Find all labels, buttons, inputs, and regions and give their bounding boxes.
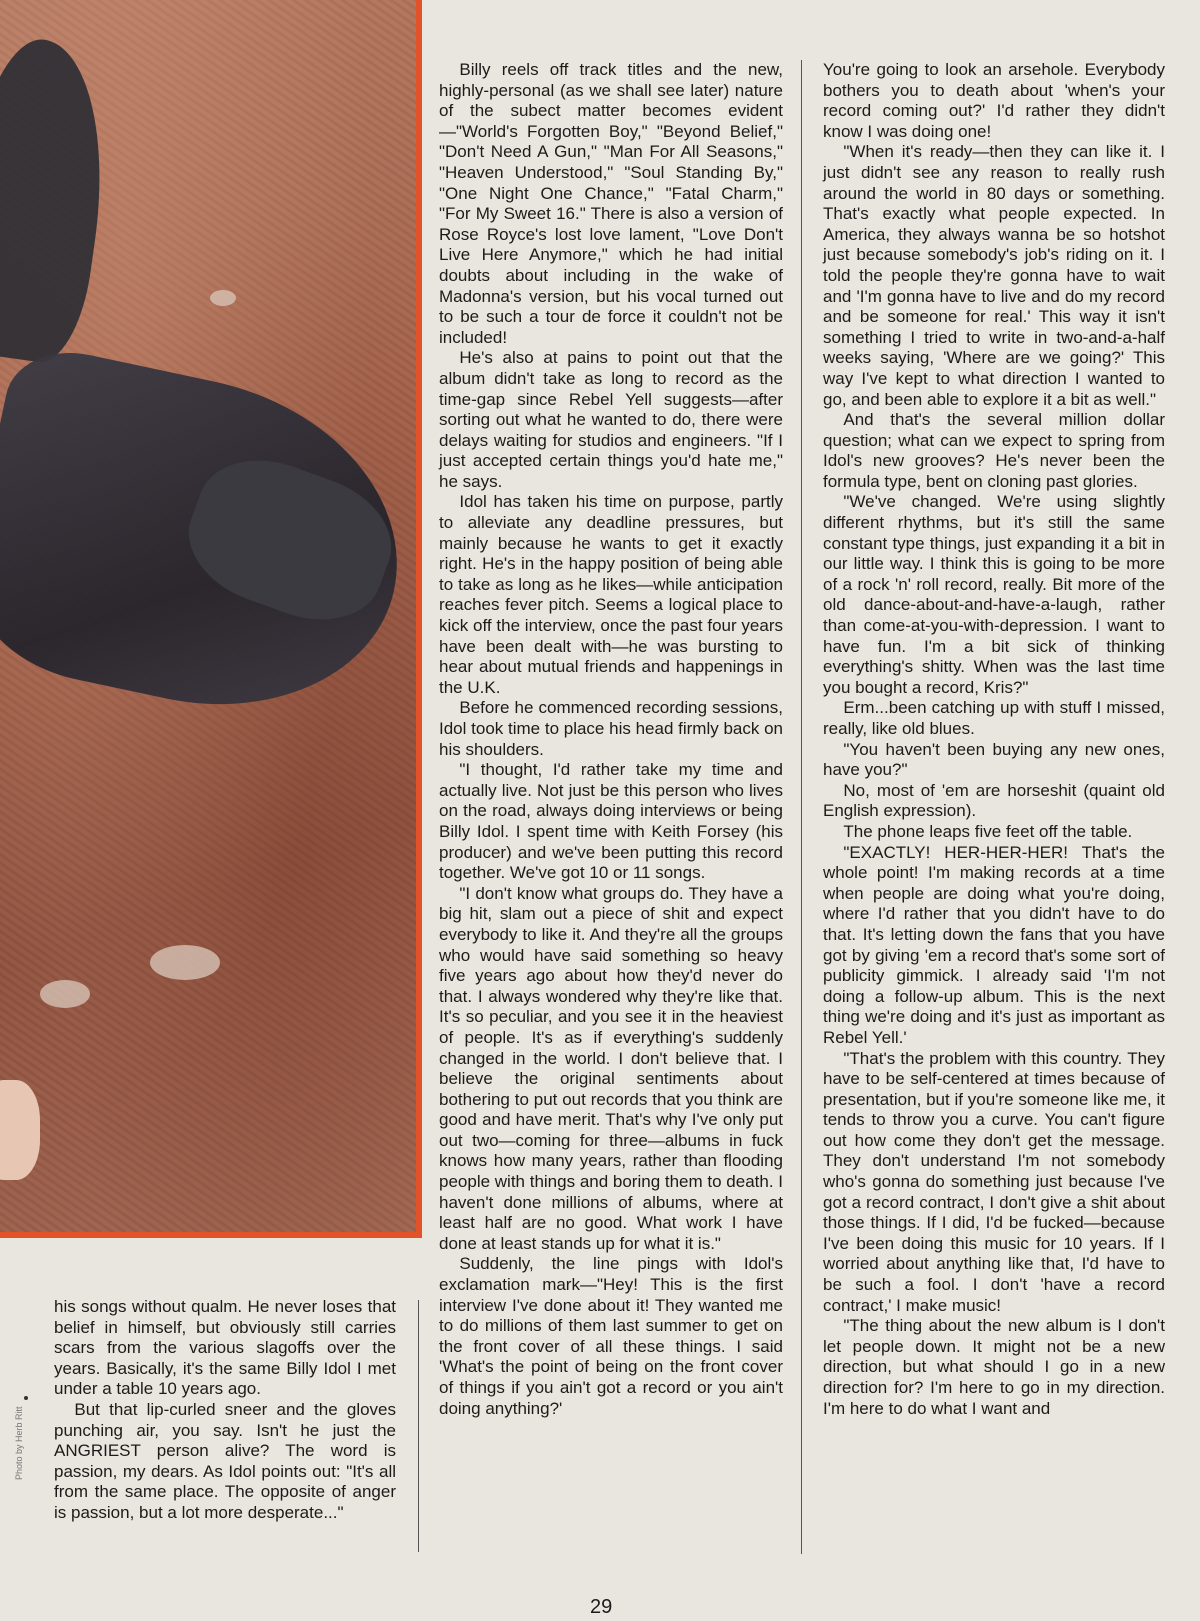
column-2 xyxy=(439,60,783,1419)
paragraph: And that's the several million dollar question; what can we expect to spring from Idol's new grooves? He's never been the formula type, bent on cloning past glories. xyxy=(823,410,1165,491)
paragraph: But that lip-curled sneer and the gloves punching air, you say. Isn't he just the ANGRIEST person alive? The word is passion, my dears. As Idol points out: "It's all from the same place. The opposite of anger is passion, but a lot more desperate..." xyxy=(54,1399,396,1522)
column-divider xyxy=(418,1300,419,1552)
column-1 xyxy=(54,1297,396,1524)
paragraph: Billy reels off track titles and the new, highly-personal (as we shall see later) nature of the subect matter becomes evident—"World's Forgotten Boy," "Beyond Belief," "Don't Need A Gun," "Man For All Seasons," "Heaven Understood," "Soul Standing By," "One Night One Chance," "Fatal Charm," "For My Sweet 16." There is also a version of Rose Royce's lost love lament, "Love Don't Live Here Anymore," which he had initial doubts about including in the wake of Madonna's version, but his vocal turned out to be such a tour de force it couldn't not be included! xyxy=(439,60,783,347)
column-divider xyxy=(801,60,802,1554)
paragraph: "I thought, I'd rather take my time and actually live. Not just be this person who lives on the road, always doing interviews or being Billy Idol. I spent time with Keith Forsey (his producer) and we've been putting this record together. We've got 10 or 11 songs. xyxy=(439,760,783,883)
photo-credit: Photo by Herb Ritt xyxy=(14,1406,24,1480)
paragraph: "The thing about the new album is I don't let people down. It might not be a new direction, but what should I go in a new direction for? I'm here to go in my direction. I'm here to do what I want and xyxy=(823,1316,1165,1418)
paragraph: Before he commenced recording sessions, Idol took time to place his head firmly back on his shoulders. xyxy=(439,698,783,759)
hand-shape xyxy=(0,1080,40,1180)
cover-photo xyxy=(0,0,422,1238)
paragraph: his songs without qualm. He never loses that belief in himself, but obviously still carries scars from the various slagoffs over the years. Basically, it's the same Billy Idol I met under a table 10 years ago. xyxy=(54,1297,396,1399)
paragraph: No, most of 'em are horseshit (quaint old English expression). xyxy=(823,780,1165,821)
stone-shape xyxy=(150,945,220,980)
paragraph: "When it's ready—then they can like it. I just didn't see any reason to really rush around the world in 80 days or something. That's exactly what people expected. In America, they always wanna be so hotshot just because somebody's job's riding on it. I told the people they're gonna have to wait and 'I'm gonna have to live and do my record and be someone for real.' This way it isn't something I tried to write in two-and-a-half weeks saying, 'Where are we going?' This way I've kept to what direction I wanted to go, and been able to explore it a bit as well." xyxy=(823,142,1165,409)
stone-shape xyxy=(210,290,236,306)
page-number: 29 xyxy=(590,1596,613,1618)
paragraph: "You haven't been buying any new ones, have you?" xyxy=(823,739,1165,780)
paragraph: The phone leaps five feet off the table. xyxy=(843,821,1133,841)
boot-shape xyxy=(0,33,122,368)
stone-shape xyxy=(40,980,90,1008)
paragraph: Suddenly, the line pings with Idol's exclamation mark—"Hey! This is the first interview I've done about it! They wanted me to do millions of them last summer to get on the front cover of all these things. I said 'What's the point of being on the front cover of things if you ain't got a record or you ain't doing anything?' xyxy=(439,1254,783,1418)
column-3 xyxy=(823,60,1165,1419)
bullet-mark xyxy=(24,1396,28,1400)
paragraph: You're going to look an arsehole. Everybody bothers you to death about 'when's your record coming out?' I'd rather they didn't know I was doing one! xyxy=(823,60,1165,141)
paragraph: He's also at pains to point out that the album didn't take as long to record as the time-gap since Rebel Yell suggests—after sorting out what he wanted to do, there were delays waiting for studios and engineers. "If I just accepted certain things you'd hate me," he says. xyxy=(439,348,783,491)
paragraph: "I don't know what groups do. They have a big hit, slam out a piece of shit and expect everybody to like it. And they're all the groups who would have said something so heavy five years ago about how they'd never do that. I always wondered why they're like that. It's so peculiar, and you see it in the heaviest of people. It's as if everything's suddenly changed in the world. I don't believe that. I believe the original sentiments about bothering to put out records that you think are good and have merit. That's why I've only put out two—coming for three—albums in fuck knows how many years, rather than flooding people with things and boring them to death. I haven't done millions of albums, where at least half are no good. What work I have done at least stands up for what it is." xyxy=(439,883,784,1253)
paragraph: "That's the problem with this country. They have to be self-centered at times because of presentation, but if you're someone like me, it tends to throw you a curve. You can't figure out how come they don't get the message. They don't understand I'm not somebody who's gonna do something just because I've got a record contract, I don't give a shit about those things. If I did, I'd be fucked—because I've been doing this music for 10 years. If I worried about anything like that, I'd have to be such a fool. I don't 'have a record contract,' I make music! xyxy=(823,1048,1165,1315)
paragraph: Erm...been catching up with stuff I missed, really, like old blues. xyxy=(823,698,1165,738)
paragraph: Idol has taken his time on purpose, partly to alleviate any deadline pressures, but mainly because he wants to get it exactly right. He's in the happy position of being able to take as long as he likes—while anticipation reaches fever pitch. Seems a logical place to kick off the interview, once the past four years have been dealt with—he was bursting to hear about mutual friends and happenings in the U.K. xyxy=(439,492,783,697)
paragraph: "We've changed. We're using slightly different rhythms, but it's still the same constant type things, just expanding it a bit in our little way. I think this is going to be more of a rock 'n' roll record, really. Bit more of the old dance-about-and-have-a-laugh, rather than come-at-you-with-depression. I want to have fun. I'm a bit sick of thinking everything's shitty. When was the last time you bought a record, Kris?" xyxy=(823,492,1165,697)
paragraph: "EXACTLY! HER-HER-HER! That's the whole point! I'm making records at a time when people are doing what you're doing, where I'd rather that you didn't have to do that. It's letting down the fans that you have got by giving 'em a record that's some sort of publicity gimmick. I already said 'I'm not doing a follow-up album. This is the next thing we're doing and it's just as important as Rebel Yell.' xyxy=(823,842,1165,1047)
